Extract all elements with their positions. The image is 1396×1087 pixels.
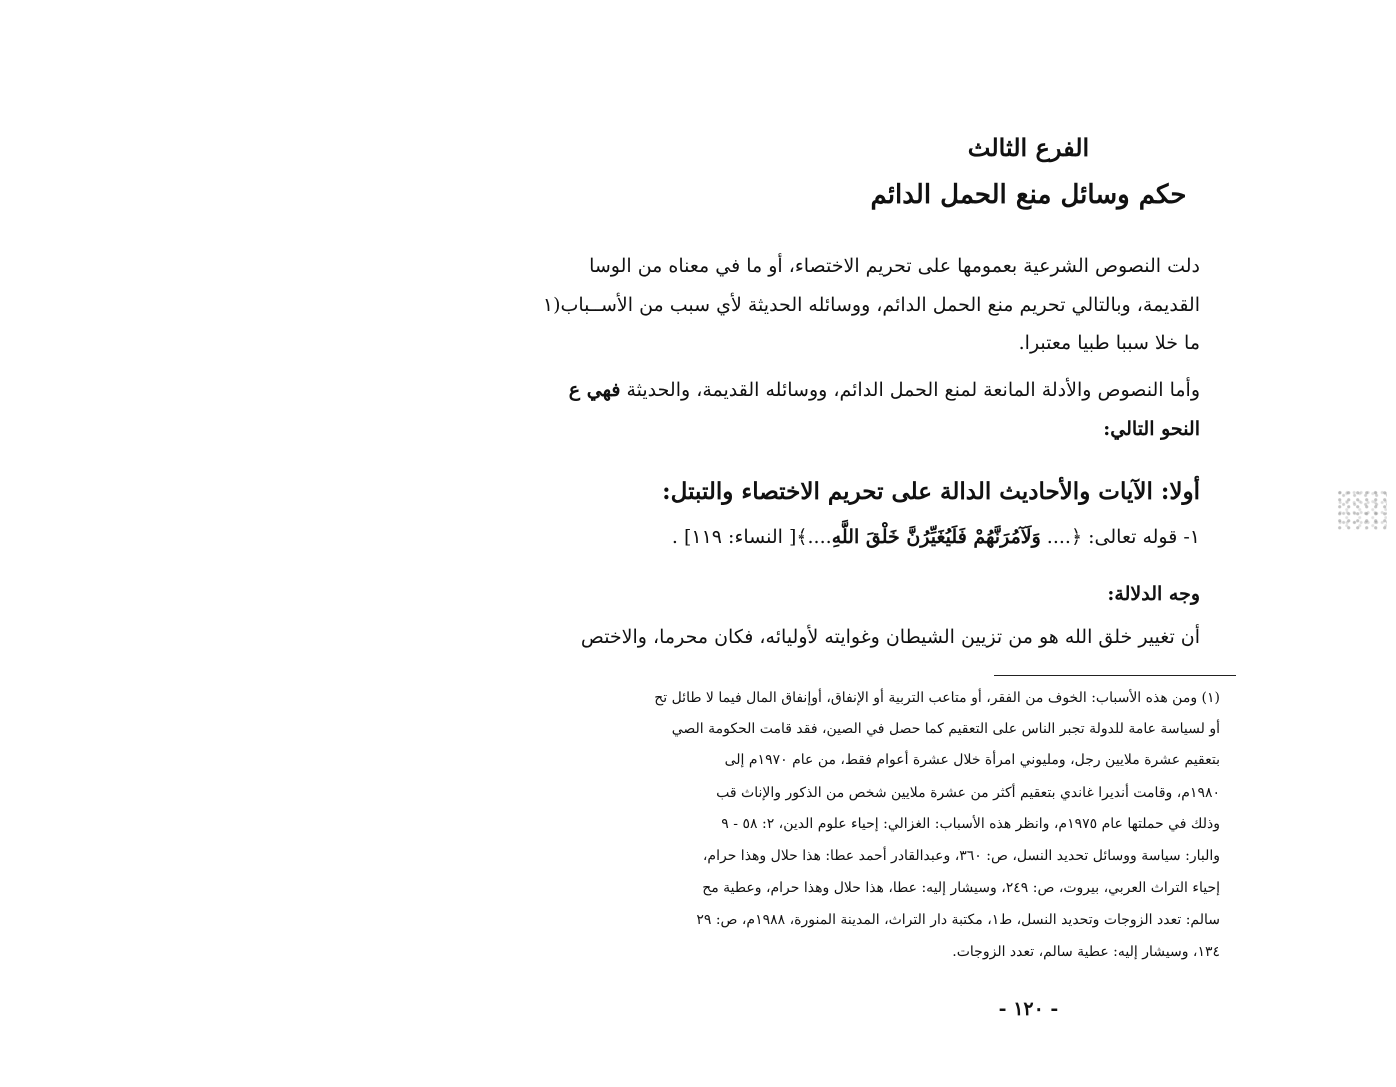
footnote-line: سالم: تعدد الزوجات وتحديد النسل، ط١، مكتبة دار التراث، المدينة المنورة، ١٩٨٨م، ص: ٢٩ [696,912,1220,928]
footnote-line: والبار: سياسة ووسائل تحديد النسل، ص: ٣٦٠، وعبدالقادر أحمد عطا: هذا حلال وهذا حرام، [702,848,1220,864]
branch-heading: الفرع الثالث [967,133,1090,162]
footnote-line: إحياء التراث العربي، بيروت، ص: ٢٤٩، وسيشار إليه: عطا، هذا حلال وهذا حرام، وعطية مح [702,880,1220,896]
paragraph-2-text: وأما النصوص والأدلة المانعة لمنع الحمل الدائم، ووسائله القديمة، والحديثة [620,379,1200,401]
evidence-text: أن تغيير خلق الله هو من تزيين الشيطان وغوايته لأوليائه، فكان محرما، والاختص [580,626,1200,648]
verse-closing: ....﴾[ النساء: ١١٩] . [671,526,832,548]
footnote-divider [994,675,1236,676]
section-heading: أولا: الآيات والأحاديث الدالة على تحريم الاختصاء والتبتل: [662,478,1200,505]
footnote-line: ١٣٤، وسيشار إليه: عطية سالم، تعدد الزوجات. [952,944,1220,960]
book-page [542,0,1396,1087]
paragraph-2-line-2: النحو التالي: [1103,418,1200,440]
footnote-line: أو لسياسة عامة للدولة تجبر الناس على التعقيم كما حصل في الصين، فقد قامت الحكومة الصي [671,721,1220,737]
footnote-line: وذلك في حملتها عام ١٩٧٥م، وانظر هذه الأسباب: الغزالي: إحياء علوم الدين، ٢: ٥٨ - ٩ [721,816,1220,832]
paragraph-1-line-3: ما خلا سببا طبيا معتبرا. [1018,332,1200,354]
paragraph-2-line-1 [0,379,1200,401]
paragraph-1-line-1: دلت النصوص الشرعية بعمومها على تحريم الاختصاء، أو ما في معناه من الوسا [589,255,1200,277]
verse-intro: ١- قوله تعالى: ﴿.... [1040,526,1200,548]
verse-item [0,526,1200,548]
page-number: - ١٢٠ - [998,998,1059,1020]
footnote-line: (١) ومن هذه الأسباب: الخوف من الفقر، أو متاعب التربية أو الإنفاق، أوإنفاق المال فيما لا طائل تح [654,690,1220,706]
paragraph-2-bold-text: فهي ع [568,379,621,401]
verse-text: وَلَآمُرَنَّهُمْ فَلَيُغَيِّرُنَّ خَلْقَ اللَّهِ [831,526,1041,548]
evidence-heading: وجه الدلالة: [1107,583,1200,605]
footnote-line: ١٩٨٠م، وقامت أنديرا غاندي بتعقيم أكثر من عشرة ملايين شخص من الذكور والإناث قب [716,785,1220,801]
footnote-line: بتعقيم عشرة ملايين رجل، ومليوني امرأة خلال عشرة أعوام فقط، من عام ١٩٧٠م إلى [724,752,1220,768]
scan-artifact [1337,490,1387,530]
chapter-title: حكم وسائل منع الحمل الدائم [870,180,1187,210]
paragraph-1-line-2: القديمة، وبالتالي تحريم منع الحمل الدائم، ووسائله الحديثة لأي سبب من الأســباب(١ [542,294,1200,316]
